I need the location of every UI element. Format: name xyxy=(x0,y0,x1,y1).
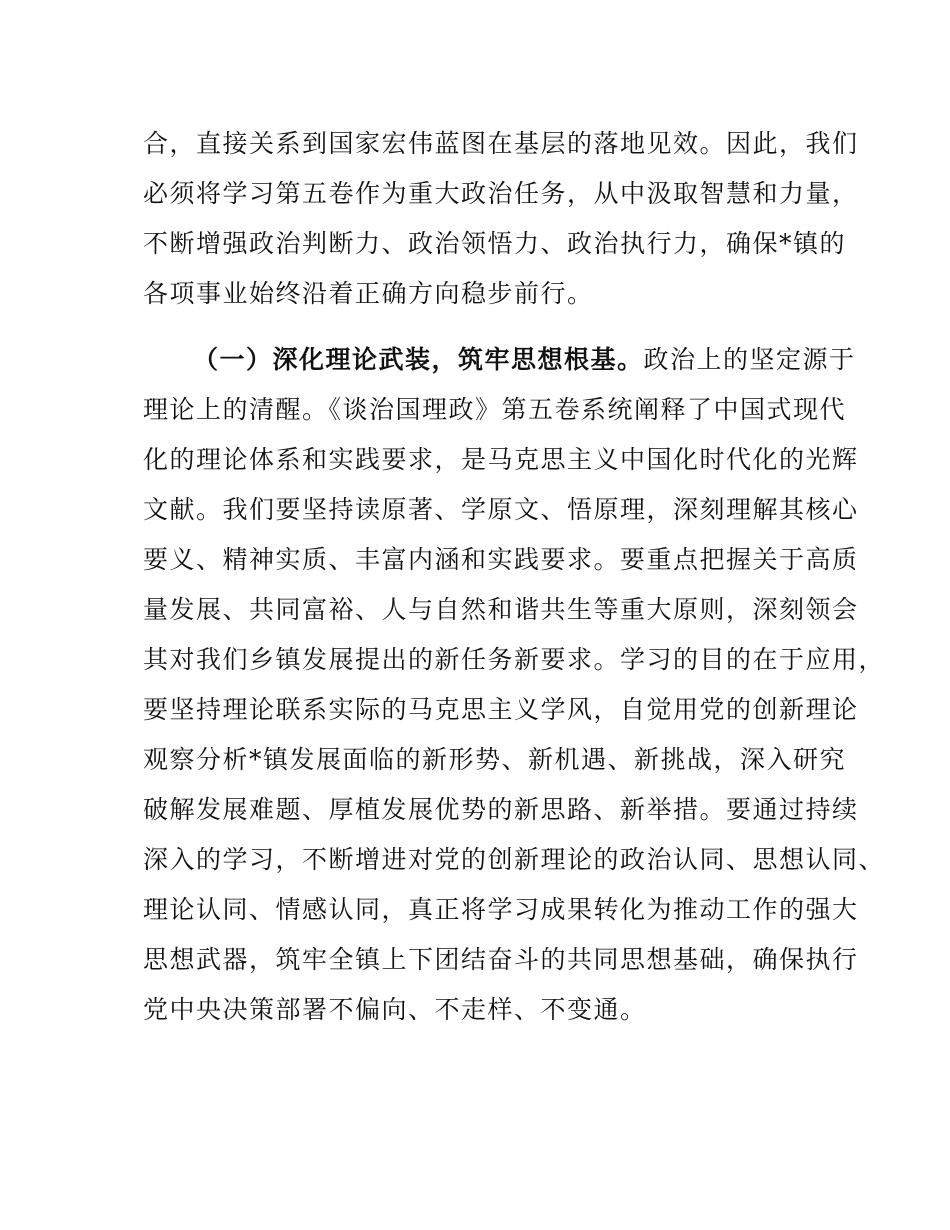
paragraph-1 xyxy=(143,119,859,319)
text-line: 理论认同、情感认同，真正将学习成果转化为推动工作的强大 xyxy=(143,895,859,924)
text-line: 观察分析*镇发展面临的新形势、新机遇、新挑战，深入研究 xyxy=(143,745,847,774)
text-line: 量发展、共同富裕、人与自然和谐共生等重大原则，深刻领会 xyxy=(143,595,859,624)
text-line: 要义、精神实质、丰富内涵和实践要求。要重点把握关于高质 xyxy=(143,545,859,574)
section-heading: （一）深化理论武装，筑牢思想根基。 xyxy=(193,345,644,374)
text-line: 合，直接关系到国家宏伟蓝图在基层的落地见效。因此，我们 xyxy=(143,129,859,158)
paragraph-first-line xyxy=(143,335,856,385)
text-line: 不断增强政治判断力、政治领悟力、政治执行力，确保*镇的 xyxy=(143,229,847,258)
text-run: 政治上的坚定源于 xyxy=(643,345,856,374)
text-line: 其对我们乡镇发展提出的新任务新要求。学习的目的在于应用， xyxy=(143,645,886,674)
text-line: 化的理论体系和实践要求，是马克思主义中国化时代化的光辉 xyxy=(143,445,859,474)
text-line: 党中央决策部署不偏向、不走样、不变通。 xyxy=(143,995,647,1024)
text-line: 思想武器，筑牢全镇上下团结奋斗的共同思想基础，确保执行 xyxy=(143,945,859,974)
text-line: 破解发展难题、厚植发展优势的新思路、新举措。要通过持续 xyxy=(143,795,859,824)
paragraph-2 xyxy=(143,335,886,1035)
text-line: 必须将学习第五卷作为重大政治任务，从中汲取智慧和力量， xyxy=(143,179,859,208)
text-line: 深入的学习，不断增进对党的创新理论的政治认同、思想认同、 xyxy=(143,845,886,874)
text-line: 文献。我们要坚持读原著、学原文、悟原理，深刻理解其核心 xyxy=(143,495,859,524)
text-line: 理论上的清醒。《谈治国理政》第五卷系统阐释了中国式现代 xyxy=(143,395,847,424)
text-line: 要坚持理论联系实际的马克思主义学风，自觉用党的创新理论 xyxy=(143,695,859,724)
text-line: 各项事业始终沿着正确方向稳步前行。 xyxy=(143,279,594,308)
